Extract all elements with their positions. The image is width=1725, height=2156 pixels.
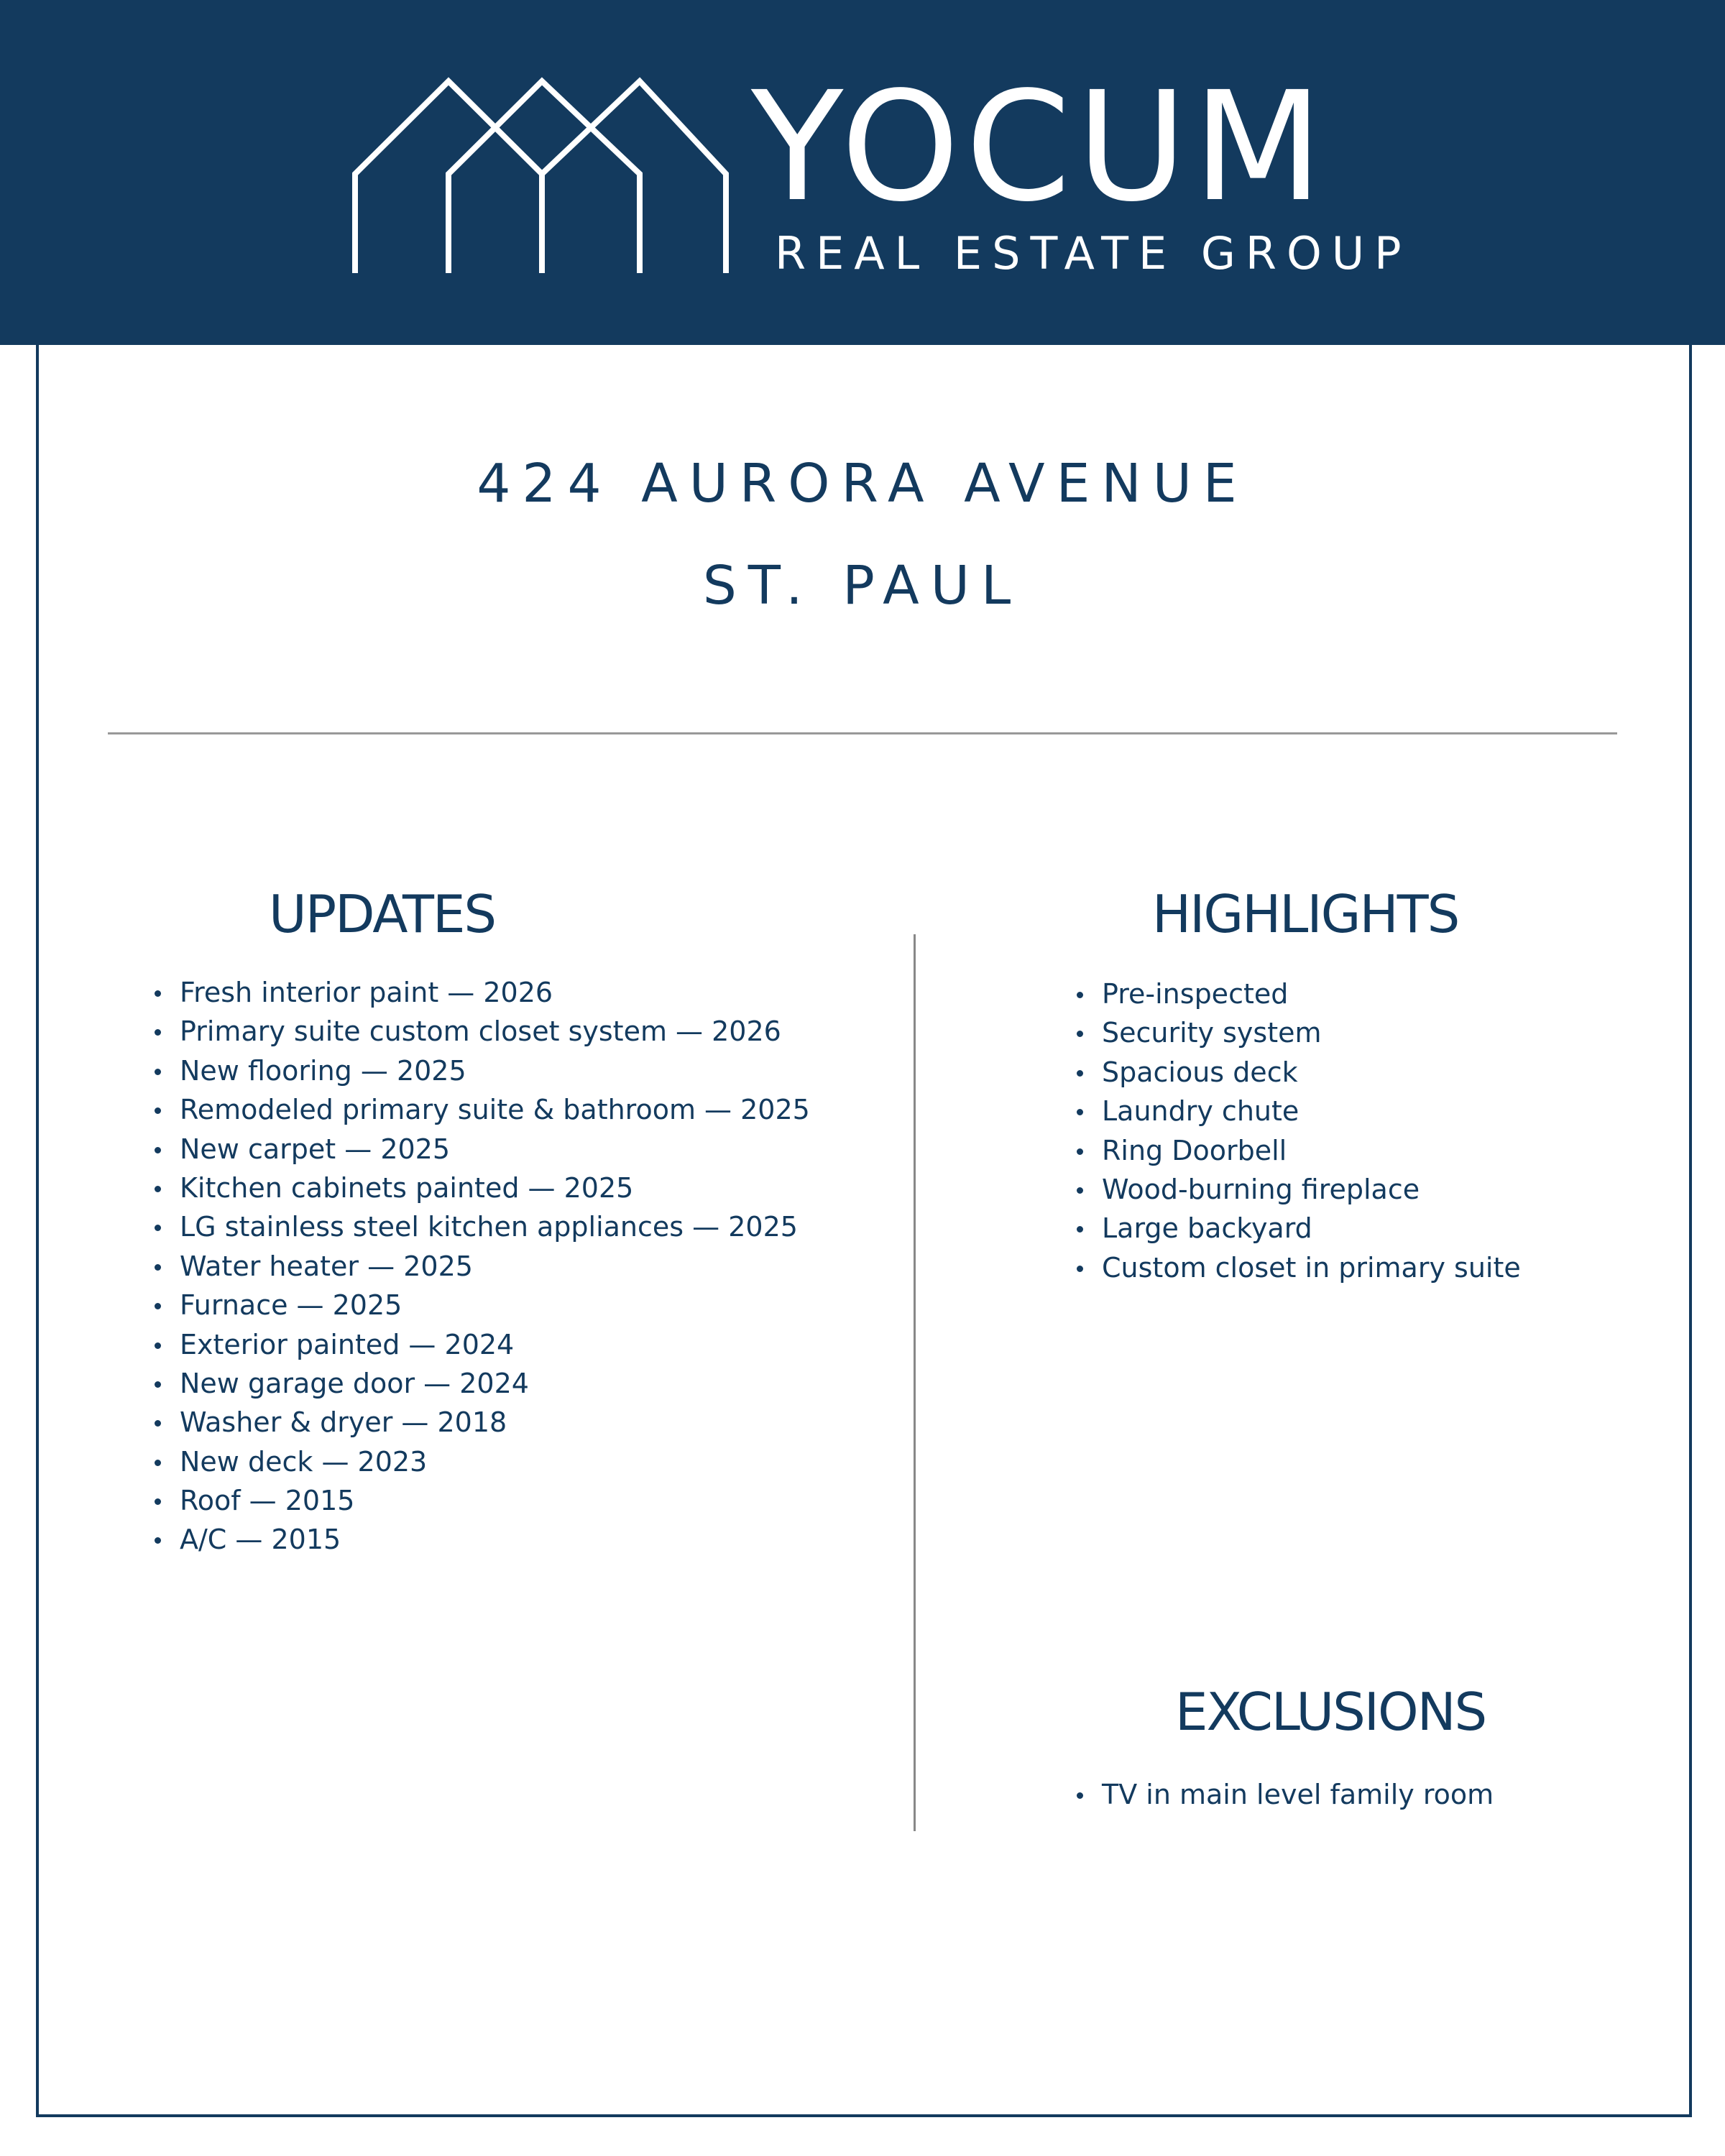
property-city: ST. PAUL [702,555,1023,617]
list-item: Kitchen cabinets painted — 2025 [153,1169,810,1207]
list-item: Roof — 2015 [153,1481,810,1520]
list-item: Ring Doorbell [1075,1131,1521,1170]
highlights-list [1075,975,1521,1287]
list-item: Furnace — 2025 [153,1286,810,1325]
horizontal-divider [108,732,1617,734]
updates-list [153,973,810,1560]
list-item: New deck — 2023 [153,1442,810,1481]
vertical-divider [914,934,916,1831]
list-item: Remodeled primary suite & bathroom — 2025 [153,1090,810,1129]
property-address: 424 AURORA AVENUE [477,453,1248,515]
list-item: TV in main level family room [1075,1775,1494,1814]
exclusions-list [1075,1775,1494,1814]
list-item: Primary suite custom closet system — 2026 [153,1012,810,1051]
exclusions-heading: EXCLUSIONS [1175,1682,1486,1742]
list-item: New garage door — 2024 [153,1364,810,1403]
list-item: Water heater — 2025 [153,1247,810,1286]
brand-subtitle: REAL ESTATE GROUP [775,227,1412,280]
highlights-heading: HIGHLIGHTS [1152,884,1459,944]
house-outlines-logo-icon [352,75,733,277]
list-item: Wood-burning fireplace [1075,1170,1521,1209]
list-item: Exterior painted — 2024 [153,1325,810,1364]
list-item: A/C — 2015 [153,1520,810,1559]
updates-heading: UPDATES [269,884,496,944]
list-item: New carpet — 2025 [153,1130,810,1169]
list-item: Pre-inspected [1075,975,1521,1013]
list-item: Laundry chute [1075,1092,1521,1130]
list-item: Large backyard [1075,1209,1521,1248]
list-item: LG stainless steel kitchen appliances — 2025 [153,1207,810,1246]
list-item: Spacious deck [1075,1053,1521,1092]
list-item: New flooring — 2025 [153,1051,810,1090]
list-item: Washer & dryer — 2018 [153,1403,810,1442]
list-item: Security system [1075,1013,1521,1052]
brand-header [0,0,1725,345]
list-item: Fresh interior paint — 2026 [153,973,810,1012]
brand-name: YOCUM [751,59,1329,235]
list-item: Custom closet in primary suite [1075,1248,1521,1287]
